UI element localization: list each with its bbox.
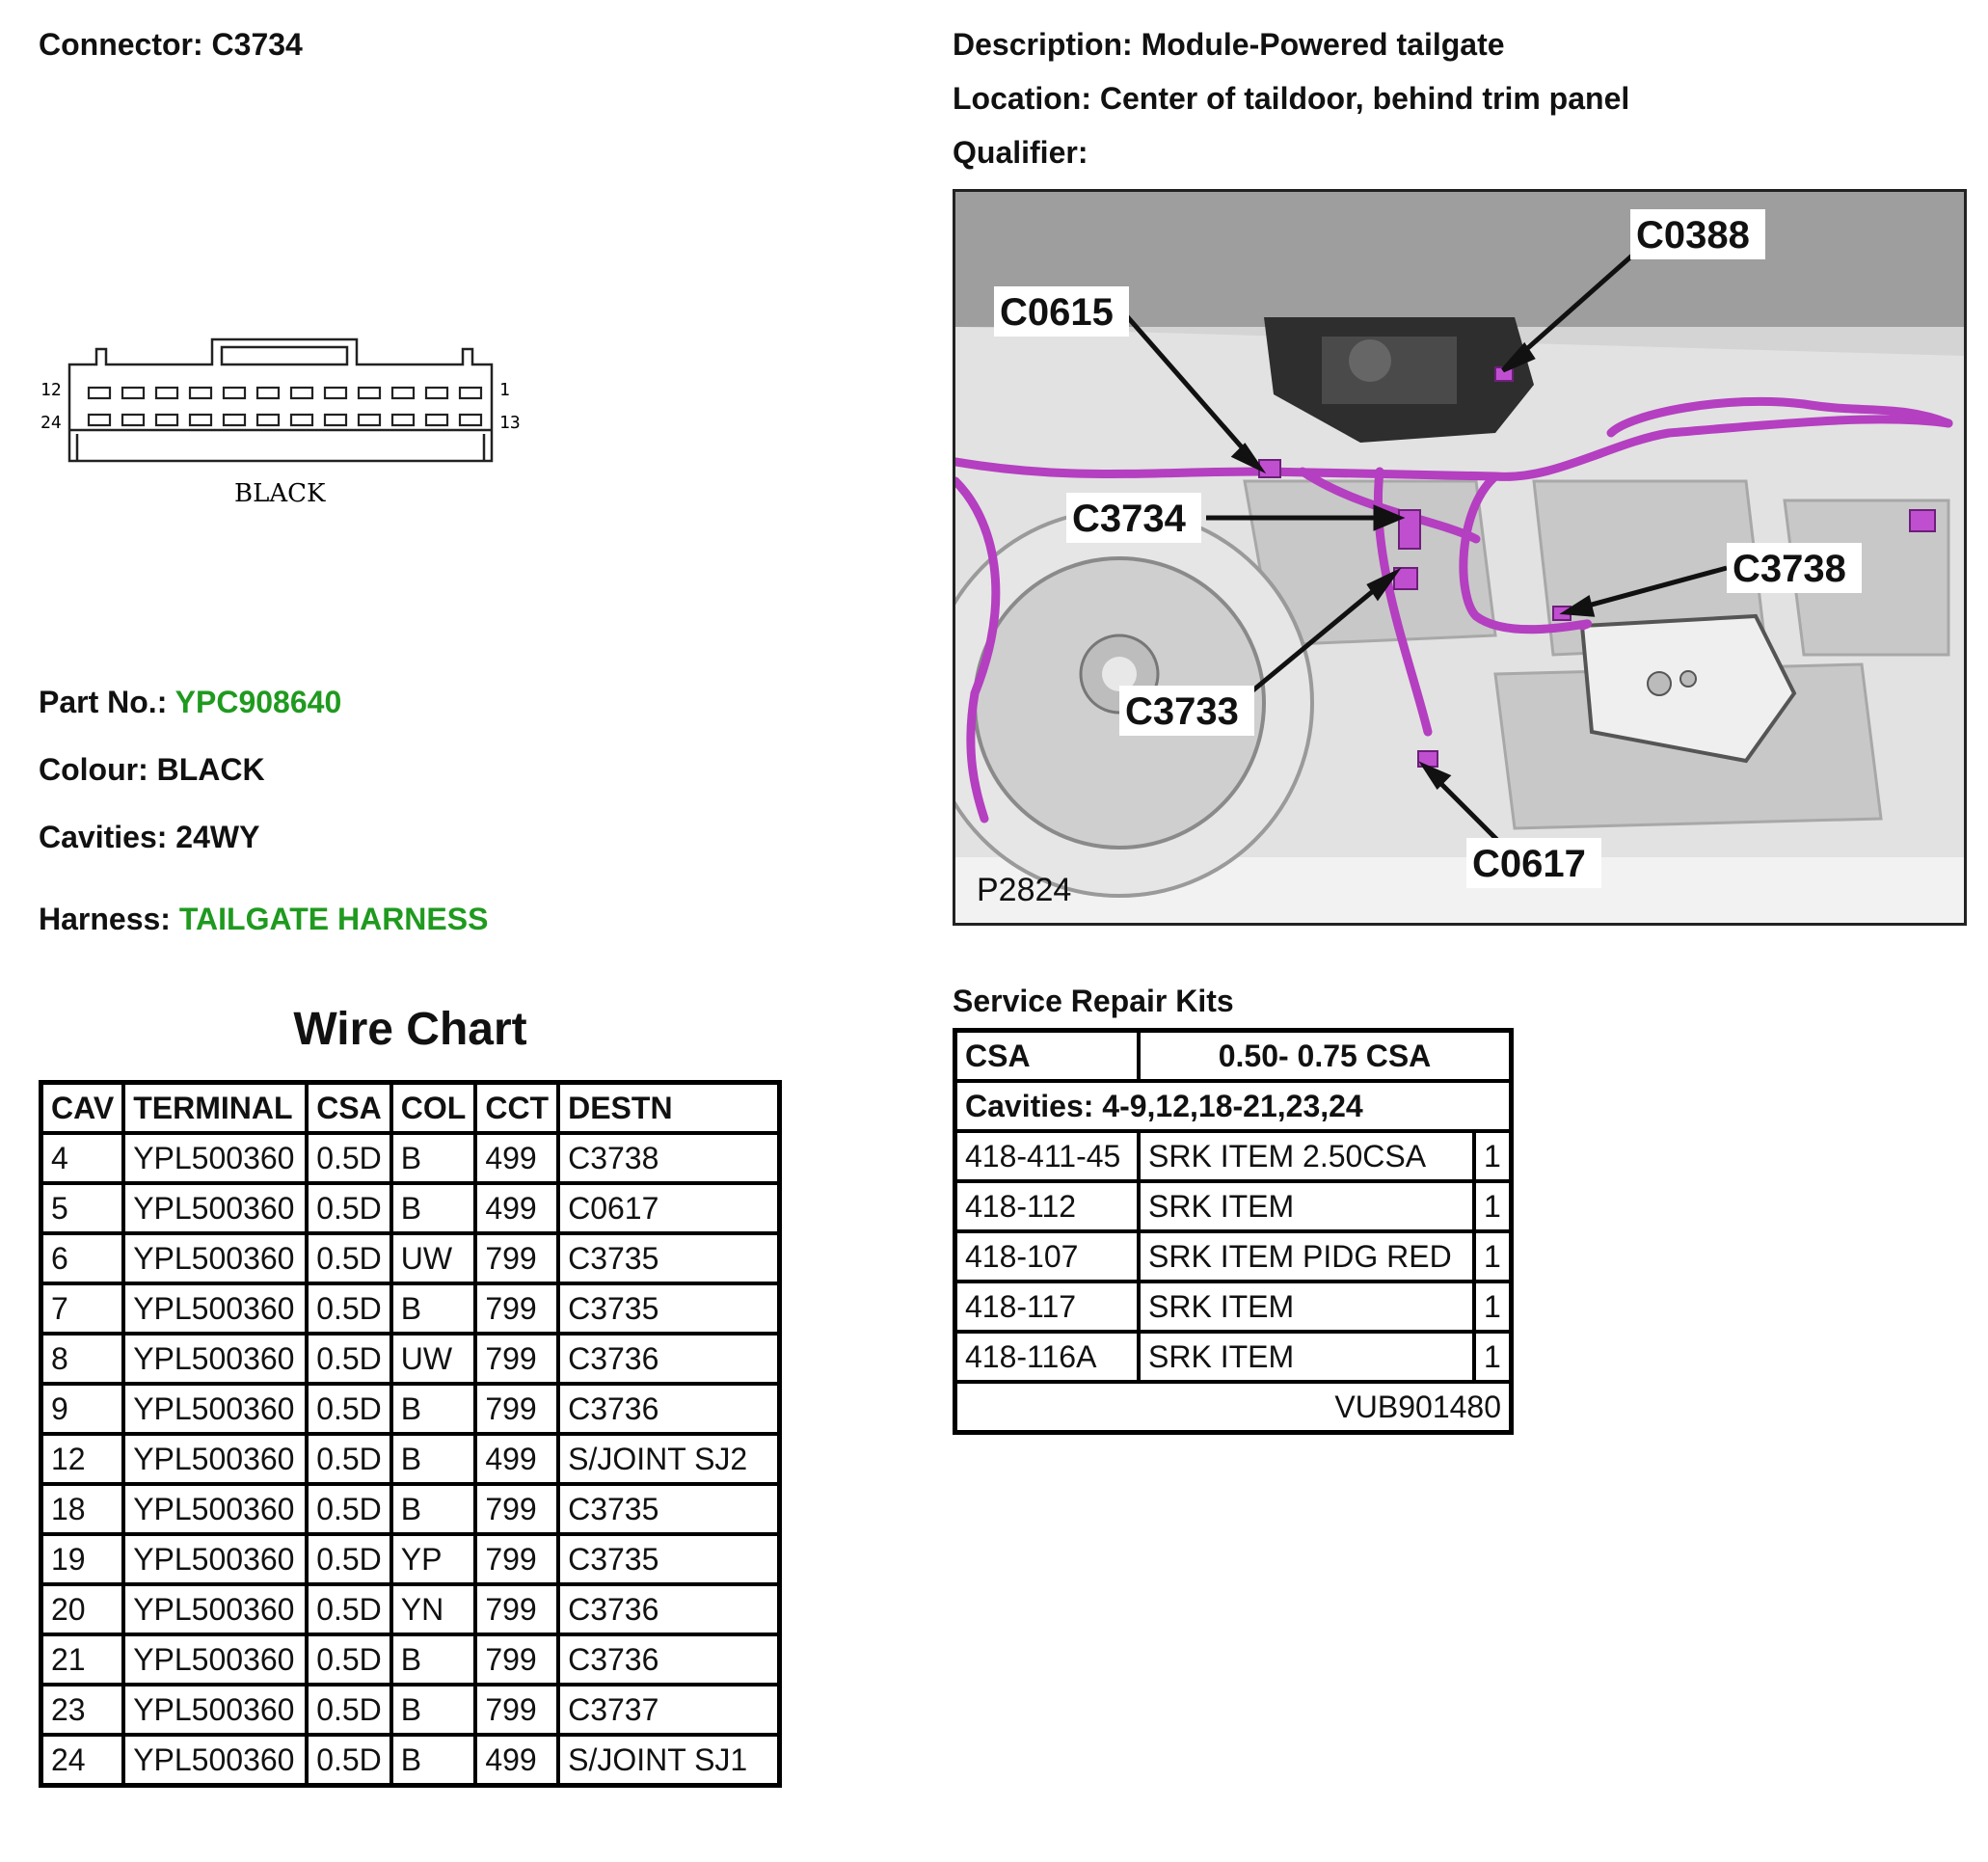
cavity-top-7: [291, 388, 312, 398]
cavity-top-4: [190, 388, 211, 398]
cell-cav: 23: [41, 1685, 124, 1735]
table-row: [41, 1384, 780, 1434]
cell-terminal: YPL500360: [123, 1233, 307, 1283]
cavity-top-5: [224, 388, 245, 398]
kit-qty: 1: [1474, 1131, 1512, 1181]
cell-destn: S/JOINT SJ1: [558, 1735, 779, 1786]
cell-csa: 0.5D: [307, 1584, 391, 1634]
cell-terminal: YPL500360: [123, 1735, 307, 1786]
connector-face-diagram: [29, 328, 550, 521]
location-label: Location:: [953, 81, 1091, 116]
cavity-top-11: [426, 388, 447, 398]
cavity-top-12: [460, 388, 481, 398]
cell-terminal: YPL500360: [123, 1133, 307, 1183]
location-photo: [953, 189, 1967, 926]
col-terminal: TERMINAL: [123, 1083, 307, 1134]
cavity-bottom-3: [156, 415, 177, 425]
cavities-label: Cavities:: [39, 820, 168, 854]
cell-destn: C3737: [558, 1685, 779, 1735]
cell-destn: C3738: [558, 1133, 779, 1183]
cell-cav: 6: [41, 1233, 124, 1283]
cavity-bottom-8: [325, 415, 346, 425]
cavity-top-10: [392, 388, 414, 398]
cell-cav: 24: [41, 1735, 124, 1786]
qualifier-line: [953, 135, 1088, 171]
cavity-bottom-2: [122, 415, 144, 425]
kit-part-no: 418-116A: [955, 1332, 1140, 1382]
pin-label-24: 24: [40, 413, 62, 433]
col-col: COL: [391, 1083, 476, 1134]
cell-col: UW: [391, 1233, 476, 1283]
callout-c0388: C0388: [1636, 214, 1750, 256]
table-row: [41, 1584, 780, 1634]
cell-cct: 799: [475, 1584, 558, 1634]
part-no-value[interactable]: YPC908640: [175, 685, 342, 719]
cell-terminal: YPL500360: [123, 1183, 307, 1233]
cell-cct: 799: [475, 1685, 558, 1735]
cell-csa: 0.5D: [307, 1183, 391, 1233]
cell-col: YP: [391, 1534, 476, 1584]
cell-destn: C3735: [558, 1283, 779, 1334]
connector-label: Connector:: [39, 27, 203, 62]
cell-terminal: YPL500360: [123, 1634, 307, 1685]
kit-description: SRK ITEM: [1139, 1282, 1474, 1332]
kit-qty: 1: [1474, 1282, 1512, 1332]
location-value: Center of taildoor, behind trim panel: [1099, 81, 1630, 116]
cell-csa: 0.5D: [307, 1484, 391, 1534]
cell-cct: 799: [475, 1334, 558, 1384]
kits-cavities: Cavities: 4-9,12,18-21,23,24: [955, 1081, 1512, 1131]
cell-destn: C3736: [558, 1634, 779, 1685]
diagram-colour-label: BLACK: [234, 479, 326, 508]
harness-line: [39, 902, 488, 937]
kit-qty: 1: [1474, 1181, 1512, 1231]
cell-cav: 20: [41, 1584, 124, 1634]
list-item: [955, 1181, 1512, 1231]
list-item: [955, 1282, 1512, 1332]
cell-terminal: YPL500360: [123, 1384, 307, 1434]
cell-terminal: YPL500360: [123, 1484, 307, 1534]
callout-c3734: C3734: [1072, 498, 1186, 540]
cell-cav: 4: [41, 1133, 124, 1183]
part-no-label: Part No.:: [39, 685, 168, 719]
kits-footer-row: [955, 1382, 1512, 1433]
cell-terminal: YPL500360: [123, 1534, 307, 1584]
kits-cavities-row: [955, 1081, 1512, 1131]
col-csa: CSA: [307, 1083, 391, 1134]
description-line: [953, 27, 1505, 63]
cell-terminal: YPL500360: [123, 1685, 307, 1735]
cell-csa: 0.5D: [307, 1534, 391, 1584]
cavity-top-9: [359, 388, 380, 398]
wire-chart-header-row: [41, 1083, 780, 1134]
cell-destn: S/JOINT SJ2: [558, 1434, 779, 1484]
cell-destn: C0617: [558, 1183, 779, 1233]
cell-destn: C3735: [558, 1484, 779, 1534]
cavity-bottom-6: [257, 415, 279, 425]
cell-terminal: YPL500360: [123, 1584, 307, 1634]
cell-csa: 0.5D: [307, 1384, 391, 1434]
cell-cct: 799: [475, 1283, 558, 1334]
cell-col: B: [391, 1133, 476, 1183]
callout-c0615: C0615: [1000, 291, 1114, 334]
cell-col: B: [391, 1634, 476, 1685]
cavity-top-8: [325, 388, 346, 398]
cell-col: B: [391, 1434, 476, 1484]
service-kits-table: [953, 1028, 1514, 1435]
cell-csa: 0.5D: [307, 1634, 391, 1685]
cell-terminal: YPL500360: [123, 1434, 307, 1484]
cell-cav: 9: [41, 1384, 124, 1434]
callout-c0617: C0617: [1472, 843, 1586, 885]
photo-figure-id: P2824: [977, 872, 1072, 908]
cell-destn: C3736: [558, 1384, 779, 1434]
cell-cct: 799: [475, 1534, 558, 1584]
cavity-bottom-4: [190, 415, 211, 425]
table-row: [41, 1183, 780, 1233]
kit-part-no: 418-107: [955, 1231, 1140, 1282]
list-item: [955, 1332, 1512, 1382]
kit-part-no: 418-117: [955, 1282, 1140, 1332]
description-label: Description:: [953, 27, 1133, 62]
kit-qty: 1: [1474, 1332, 1512, 1382]
location-line: [953, 81, 1629, 117]
colour-line: [39, 752, 265, 788]
table-row: [41, 1685, 780, 1735]
cell-csa: 0.5D: [307, 1685, 391, 1735]
table-row: [41, 1283, 780, 1334]
cell-cav: 19: [41, 1534, 124, 1584]
cell-col: B: [391, 1735, 476, 1786]
cell-cav: 12: [41, 1434, 124, 1484]
table-row: [41, 1534, 780, 1584]
kits-csa-label: CSA: [955, 1031, 1140, 1082]
cell-cct: 499: [475, 1133, 558, 1183]
cell-cav: 5: [41, 1183, 124, 1233]
kit-description: SRK ITEM: [1139, 1332, 1474, 1382]
cell-csa: 0.5D: [307, 1434, 391, 1484]
cell-cct: 799: [475, 1484, 558, 1534]
description-value: Module-Powered tailgate: [1141, 27, 1505, 62]
cell-col: B: [391, 1484, 476, 1534]
cell-cct: 499: [475, 1183, 558, 1233]
connector-line: [39, 27, 303, 63]
pin-label-13: 13: [499, 413, 521, 433]
cell-csa: 0.5D: [307, 1334, 391, 1384]
table-row: [41, 1434, 780, 1484]
col-cav: CAV: [41, 1083, 124, 1134]
col-cct: CCT: [475, 1083, 558, 1134]
cell-cct: 499: [475, 1434, 558, 1484]
harness-value[interactable]: TAILGATE HARNESS: [178, 902, 489, 936]
cell-destn: C3736: [558, 1584, 779, 1634]
cell-terminal: YPL500360: [123, 1334, 307, 1384]
cavity-bottom-7: [291, 415, 312, 425]
wire-chart-table: [39, 1080, 782, 1788]
list-item: [955, 1231, 1512, 1282]
cell-cav: 7: [41, 1283, 124, 1334]
cavity-top-6: [257, 388, 279, 398]
callout-c3733: C3733: [1125, 690, 1239, 733]
kit-part-no: 418-411-45: [955, 1131, 1140, 1181]
cavity-bottom-10: [392, 415, 414, 425]
cell-csa: 0.5D: [307, 1133, 391, 1183]
service-kits-title: Service Repair Kits: [953, 984, 1234, 1018]
cavity-bottom-11: [426, 415, 447, 425]
kit-description: SRK ITEM 2.50CSA: [1139, 1131, 1474, 1181]
colour-value: BLACK: [156, 752, 265, 787]
list-item: [955, 1131, 1512, 1181]
connector-value: C3734: [211, 27, 303, 62]
table-row: [41, 1334, 780, 1384]
cell-cav: 21: [41, 1634, 124, 1685]
cell-cav: 18: [41, 1484, 124, 1534]
col-destn: DESTN: [558, 1083, 779, 1134]
callout-c3738: C3738: [1733, 548, 1846, 590]
cell-col: B: [391, 1685, 476, 1735]
cell-destn: C3735: [558, 1233, 779, 1283]
qualifier-label: Qualifier:: [953, 135, 1088, 170]
cavity-top-1: [89, 388, 110, 398]
part-no-line: [39, 685, 341, 720]
pin-label-1: 1: [499, 380, 510, 400]
cell-col: B: [391, 1384, 476, 1434]
cell-csa: 0.5D: [307, 1735, 391, 1786]
kit-part-no: 418-112: [955, 1181, 1140, 1231]
table-row: [41, 1133, 780, 1183]
cell-destn: C3736: [558, 1334, 779, 1384]
pin-label-12: 12: [40, 380, 62, 400]
table-row: [41, 1233, 780, 1283]
cavity-bottom-1: [89, 415, 110, 425]
cell-col: YN: [391, 1584, 476, 1634]
kit-qty: 1: [1474, 1231, 1512, 1282]
kit-description: SRK ITEM: [1139, 1181, 1474, 1231]
wire-chart-title: Wire Chart: [293, 1004, 527, 1055]
cavities-line: [39, 820, 259, 855]
cavity-bottom-9: [359, 415, 380, 425]
cavity-top-2: [122, 388, 144, 398]
cell-cav: 8: [41, 1334, 124, 1384]
cell-col: B: [391, 1283, 476, 1334]
cell-col: UW: [391, 1334, 476, 1384]
cell-cct: 499: [475, 1735, 558, 1786]
kits-csa-row: [955, 1031, 1512, 1082]
cell-cct: 799: [475, 1634, 558, 1685]
cavity-bottom-5: [224, 415, 245, 425]
cell-csa: 0.5D: [307, 1233, 391, 1283]
kits-footer: VUB901480: [955, 1382, 1512, 1433]
cavity-top-3: [156, 388, 177, 398]
colour-label: Colour:: [39, 752, 148, 787]
cell-col: B: [391, 1183, 476, 1233]
cell-cct: 799: [475, 1384, 558, 1434]
table-row: [41, 1735, 780, 1786]
kit-description: SRK ITEM PIDG RED: [1139, 1231, 1474, 1282]
harness-label: Harness:: [39, 902, 171, 936]
cell-csa: 0.5D: [307, 1283, 391, 1334]
table-row: [41, 1634, 780, 1685]
cell-destn: C3735: [558, 1534, 779, 1584]
cavity-bottom-12: [460, 415, 481, 425]
kits-csa-value: 0.50- 0.75 CSA: [1139, 1031, 1512, 1082]
cell-terminal: YPL500360: [123, 1283, 307, 1334]
cavities-value: 24WY: [175, 820, 260, 854]
table-row: [41, 1484, 780, 1534]
cell-cct: 799: [475, 1233, 558, 1283]
